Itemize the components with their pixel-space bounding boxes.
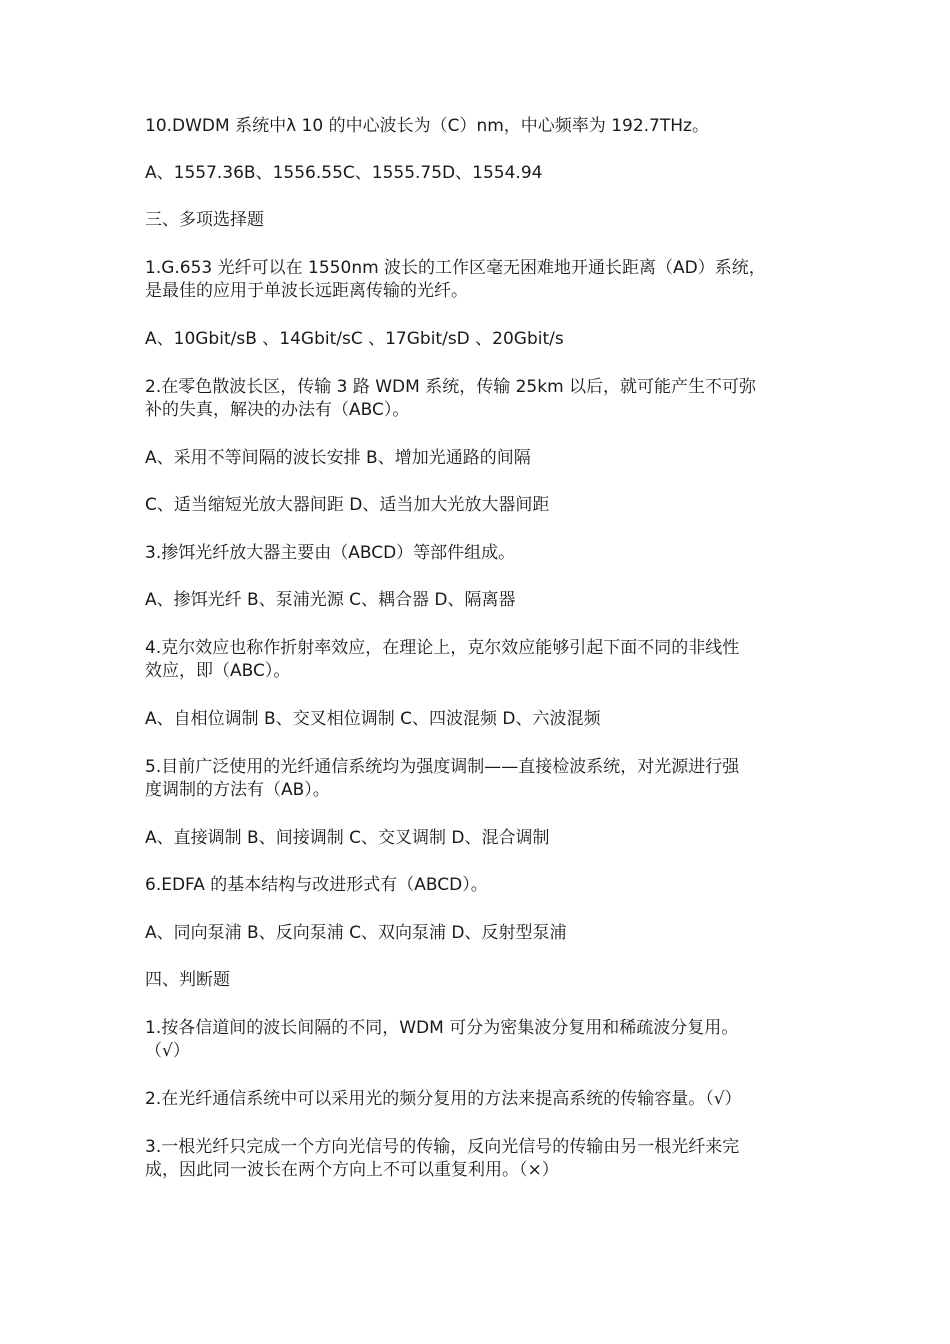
line: 10.DWDM 系统中λ 10 的中心波长为（C）nm，中心频率为 192.7THz。 bbox=[145, 116, 709, 136]
mc-question-6-text bbox=[145, 874, 810, 897]
mc-question-3-options bbox=[145, 589, 810, 612]
line: 5.目前广泛使用的光纤通信系统均为强度调制——直接检波系统，对光源进行强 bbox=[145, 757, 740, 777]
line: 1.按各信道间的波长间隔的不同，WDM 可分为密集波分复用和稀疏波分复用。 bbox=[145, 1018, 739, 1038]
mc-question-1-text bbox=[145, 257, 810, 303]
line: A、10Gbit/sB 、14Gbit/sC 、17Gbit/sD 、20Gbit/s bbox=[145, 329, 564, 349]
section-heading-multiple-choice bbox=[145, 209, 810, 232]
line: A、1557.36B、1556.55C、1555.75D、1554.94 bbox=[145, 163, 543, 183]
question-10-options bbox=[145, 162, 810, 185]
mc-question-4-options bbox=[145, 708, 810, 731]
tf-question-2 bbox=[145, 1088, 810, 1111]
question-10-text bbox=[145, 115, 810, 138]
line: 1.G.653 光纤可以在 1550nm 波长的工作区毫无困难地开通长距离（AD）系统， bbox=[145, 258, 766, 278]
line: 度调制的方法有（AB）。 bbox=[145, 780, 330, 800]
tf-question-1 bbox=[145, 1017, 810, 1063]
section-heading-true-false bbox=[145, 969, 810, 992]
mc-question-2-options-ab bbox=[145, 447, 810, 470]
line: C、适当缩短光放大器间距 D、适当加大光放大器间距 bbox=[145, 495, 550, 515]
line: 6.EDFA 的基本结构与改进形式有（ABCD）。 bbox=[145, 875, 488, 895]
mc-question-6-options bbox=[145, 922, 810, 945]
line: 是最佳的应用于单波长远距离传输的光纤。 bbox=[145, 281, 468, 301]
mc-question-2-text bbox=[145, 376, 810, 422]
tf-question-3 bbox=[145, 1136, 810, 1182]
line: 2.在光纤通信系统中可以采用光的频分复用的方法来提高系统的传输容量。（√） bbox=[145, 1089, 742, 1109]
mc-question-5-options bbox=[145, 827, 810, 850]
line: 效应，即（ABC）。 bbox=[145, 661, 291, 681]
line: （√） bbox=[145, 1041, 190, 1061]
line: A、同向泵浦 B、反向泵浦 C、双向泵浦 D、反射型泵浦 bbox=[145, 923, 567, 943]
line: 成，因此同一波长在两个方向上不可以重复利用。（×） bbox=[145, 1160, 559, 1180]
document-page bbox=[145, 0, 810, 1344]
line: A、掺饵光纤 B、泵浦光源 C、耦合器 D、隔离器 bbox=[145, 590, 516, 610]
line: 3.一根光纤只完成一个方向光信号的传输，反向光信号的传输由另一根光纤来完 bbox=[145, 1137, 740, 1157]
line: 2.在零色散波长区，传输 3 路 WDM 系统，传输 25km 以后，就可能产生不可弥 bbox=[145, 377, 757, 397]
line: A、直接调制 B、间接调制 C、交叉调制 D、混合调制 bbox=[145, 828, 550, 848]
line: 4.克尔效应也称作折射率效应，在理论上，克尔效应能够引起下面不同的非线性 bbox=[145, 638, 740, 658]
line: A、自相位调制 B、交叉相位调制 C、四波混频 D、六波混频 bbox=[145, 709, 601, 729]
mc-question-5-text bbox=[145, 756, 810, 802]
line: A、采用不等间隔的波长安排 B、增加光通路的间隔 bbox=[145, 448, 531, 468]
line: 3.掺饵光纤放大器主要由（ABCD）等部件组成。 bbox=[145, 543, 516, 563]
line: 三、多项选择题 bbox=[145, 210, 264, 230]
mc-question-3-text bbox=[145, 542, 810, 565]
mc-question-1-options bbox=[145, 328, 810, 351]
mc-question-2-options-cd bbox=[145, 494, 810, 517]
line: 四、判断题 bbox=[145, 970, 230, 990]
mc-question-4-text bbox=[145, 637, 810, 683]
line: 补的失真，解决的办法有（ABC）。 bbox=[145, 400, 410, 420]
